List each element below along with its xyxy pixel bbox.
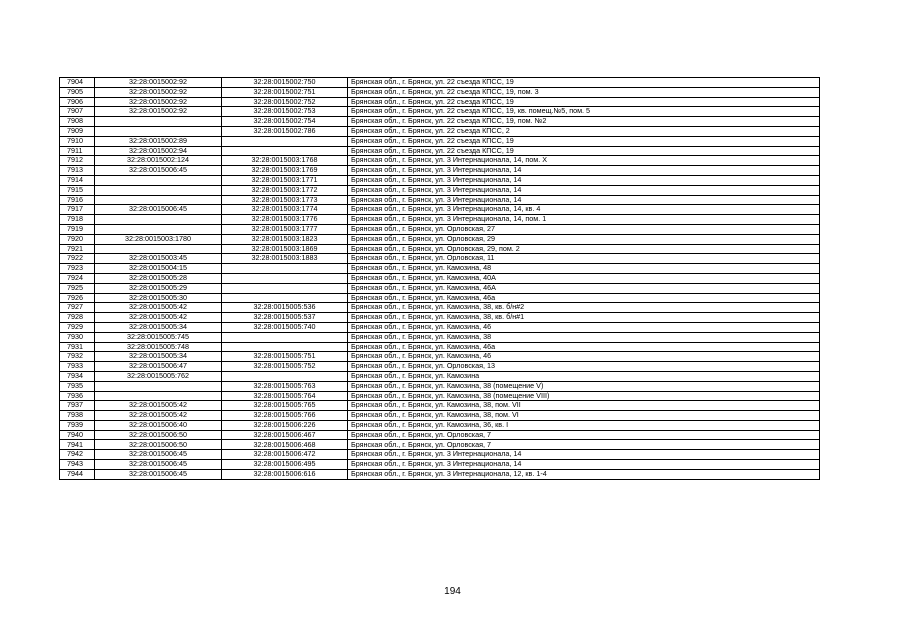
table-row [60,460,820,470]
object-cadastral-number-cell: 32:28:0015002:750 [222,78,348,88]
row-number-cell [60,283,95,293]
cadastral-number-cell: 32:28:0015005:29 [95,283,222,293]
cadastral-number-cell [95,215,222,225]
address-cell: Брянская обл., г. Брянск, ул. Камозина, 38, кв. б/н#2 [348,303,820,313]
row-number-cell [60,87,95,97]
cadastral-number-cell: 32:28:0015006:45 [95,205,222,215]
row-number-cell [60,322,95,332]
address-cell: Брянская обл., г. Брянск, ул. Камозина, 48 [348,264,820,274]
address-cell: Брянская обл., г. Брянск, ул. Камозина, 46а [348,342,820,352]
row-number: 7911 [67,146,83,155]
cadastral-number-cell [95,117,222,127]
table-row [60,136,820,146]
row-number: 7923 [67,263,83,273]
table-row [60,87,820,97]
page-number: 194 [444,586,461,597]
cadastral-number-cell: 32:28:0015002:92 [95,87,222,97]
table-row [60,264,820,274]
address-cell: Брянская обл., г. Брянск, ул. 3 Интернационала, 14 [348,166,820,176]
table-row [60,156,820,166]
object-cadastral-number-cell: 32:28:0015003:1768 [222,156,348,166]
object-cadastral-number-cell: 32:28:0015005:766 [222,411,348,421]
address-cell: Брянская обл., г. Брянск, ул. Камозина [348,371,820,381]
address-cell: Брянская обл., г. Брянск, ул. 3 Интернационала, 14, пом. 1 [348,215,820,225]
cadastral-number-cell: 32:28:0015006:45 [95,166,222,176]
cadastral-number-cell: 32:28:0015002:92 [95,97,222,107]
row-number: 7915 [67,185,83,194]
row-number: 7941 [67,439,83,449]
row-number-cell [60,332,95,342]
row-number: 7936 [67,391,83,400]
row-number-cell [60,215,95,225]
table-row [60,117,820,127]
row-number-cell [60,156,95,166]
table-row [60,166,820,176]
object-cadastral-number-cell [222,136,348,146]
address-cell: Брянская обл., г. Брянск, ул. Орловская, 7 [348,440,820,450]
cadastral-number-cell: 32:28:0015006:50 [95,440,222,450]
row-number-cell [60,420,95,430]
row-number-cell [60,430,95,440]
address-cell: Брянская обл., г. Брянск, ул. 22 съезда КПСС, 19, кв. помещ.№5, пом. 5 [348,107,820,117]
row-number: 7917 [67,204,83,214]
object-cadastral-number-cell: 32:28:0015005:536 [222,303,348,313]
row-number: 7929 [67,322,83,332]
row-number: 7932 [67,351,83,361]
row-number-cell [60,371,95,381]
cadastral-number-cell [95,381,222,391]
row-number-cell [60,254,95,264]
table-row [60,469,820,479]
cadastral-number-cell [95,391,222,401]
table-row [60,313,820,323]
row-number: 7919 [67,224,83,234]
table-row [60,362,820,372]
address-cell: Брянская обл., г. Брянск, ул. Камозина, 38, пом. VII [348,401,820,411]
cadastral-number-cell: 32:28:0015006:45 [95,450,222,460]
row-number-cell [60,450,95,460]
row-number: 7907 [67,106,83,116]
cadastral-number-cell: 32:28:0015004:15 [95,264,222,274]
object-cadastral-number-cell: 32:28:0015003:1771 [222,175,348,185]
object-cadastral-number-cell [222,332,348,342]
address-cell: Брянская обл., г. Брянск, ул. 22 съезда КПСС, 19 [348,146,820,156]
address-cell: Брянская обл., г. Брянск, ул. Камозина, 46А [348,283,820,293]
address-cell: Брянская обл., г. Брянск, ул. Камозина, 38 (помещение VIII) [348,391,820,401]
address-cell: Брянская обл., г. Брянск, ул. 3 Интернационала, 14, пом. X [348,156,820,166]
object-cadastral-number-cell: 32:28:0015006:467 [222,430,348,440]
table-row [60,234,820,244]
cadastral-number-cell: 32:28:0015005:34 [95,322,222,332]
object-cadastral-number-cell: 32:28:0015006:468 [222,440,348,450]
cadastral-number-cell: 32:28:0015002:94 [95,146,222,156]
table-row [60,391,820,401]
row-number: 7939 [67,420,83,429]
address-cell: Брянская обл., г. Брянск, ул. Камозина, 46 [348,322,820,332]
object-cadastral-number-cell: 32:28:0015003:1774 [222,205,348,215]
row-number: 7926 [67,293,83,302]
row-number: 7933 [67,361,83,371]
row-number-cell [60,313,95,323]
cadastral-number-cell: 32:28:0015002:124 [95,156,222,166]
row-number-cell [60,362,95,372]
table-row [60,195,820,205]
cadastral-number-cell: 32:28:0015006:50 [95,430,222,440]
row-number: 7904 [67,77,83,87]
object-cadastral-number-cell [222,264,348,274]
row-number-cell [60,195,95,205]
cadastral-number-cell [95,224,222,234]
table-row [60,450,820,460]
table-row [60,205,820,215]
object-cadastral-number-cell: 32:28:0015005:752 [222,362,348,372]
table-row [60,352,820,362]
table-row [60,420,820,430]
address-cell: Брянская обл., г. Брянск, ул. 3 Интернационала, 14, кв. 4 [348,205,820,215]
table-row [60,303,820,313]
row-number-cell [60,352,95,362]
cadastral-number-cell [95,175,222,185]
row-number: 7938 [67,410,83,420]
address-cell: Брянская обл., г. Брянск, ул. Орловская, 7 [348,430,820,440]
object-cadastral-number-cell: 32:28:0015003:1772 [222,185,348,195]
cadastral-number-cell: 32:28:0015005:42 [95,303,222,313]
cadastral-number-cell: 32:28:0015002:89 [95,136,222,146]
address-cell: Брянская обл., г. Брянск, ул. Камозина, 46 [348,352,820,362]
cadastral-number-cell: 32:28:0015005:28 [95,273,222,283]
address-cell: Брянская обл., г. Брянск, ул. Камозина, 40А [348,273,820,283]
address-cell: Брянская обл., г. Брянск, ул. Камозина, 38 (помещение V) [348,381,820,391]
cadastral-number-cell: 32:28:0015006:45 [95,469,222,479]
object-cadastral-number-cell: 32:28:0015003:1773 [222,195,348,205]
row-number: 7906 [67,97,83,106]
row-number: 7913 [67,165,83,175]
address-cell: Брянская обл., г. Брянск, ул. Орловская, 13 [348,362,820,372]
row-number: 7910 [67,136,83,145]
object-cadastral-number-cell: 32:28:0015003:1823 [222,234,348,244]
object-cadastral-number-cell: 32:28:0015005:765 [222,401,348,411]
cadastral-number-cell: 32:28:0015002:92 [95,107,222,117]
table-row [60,78,820,88]
table-row [60,126,820,136]
cadastral-number-cell: 32:28:0015005:745 [95,332,222,342]
object-cadastral-number-cell: 32:28:0015003:1777 [222,224,348,234]
object-cadastral-number-cell: 32:28:0015006:495 [222,460,348,470]
address-cell: Брянская обл., г. Брянск, ул. 22 съезда КПСС, 2 [348,126,820,136]
table-row [60,283,820,293]
row-number-cell [60,107,95,117]
object-cadastral-number-cell: 32:28:0015002:786 [222,126,348,136]
registry-table [59,77,820,480]
object-cadastral-number-cell: 32:28:0015003:1776 [222,215,348,225]
object-cadastral-number-cell: 32:28:0015005:740 [222,322,348,332]
address-cell: Брянская обл., г. Брянск, ул. Камозина, 38, кв. б/н#1 [348,313,820,323]
cadastral-number-cell: 32:28:0015003:45 [95,254,222,264]
table-row [60,146,820,156]
table-row [60,342,820,352]
address-cell: Брянская обл., г. Брянск, ул. 22 съезда КПСС, 19 [348,78,820,88]
row-number: 7912 [67,155,83,165]
cadastral-number-cell [95,195,222,205]
object-cadastral-number-cell: 32:28:0015002:751 [222,87,348,97]
row-number: 7920 [67,234,83,243]
row-number: 7931 [67,342,83,351]
object-cadastral-number-cell: 32:28:0015002:754 [222,117,348,127]
row-number-cell [60,117,95,127]
row-number-cell [60,146,95,156]
registry-table-body [60,78,820,480]
cadastral-number-cell [95,126,222,136]
table-row [60,371,820,381]
row-number: 7905 [67,87,83,96]
row-number-cell [60,97,95,107]
row-number: 7937 [67,400,83,410]
object-cadastral-number-cell: 32:28:0015005:537 [222,313,348,323]
row-number-cell [60,185,95,195]
row-number: 7927 [67,302,83,312]
row-number: 7942 [67,449,83,459]
row-number: 7909 [67,126,83,136]
table-row [60,322,820,332]
row-number: 7921 [67,244,83,253]
row-number-cell [60,460,95,470]
address-cell: Брянская обл., г. Брянск, ул. 3 Интернационала, 14 [348,195,820,205]
table-row [60,411,820,421]
row-number-cell [60,440,95,450]
row-number-cell [60,234,95,244]
table-row [60,215,820,225]
row-number-cell [60,342,95,352]
row-number-cell [60,293,95,303]
row-number: 7916 [67,195,83,204]
table-row [60,244,820,254]
table-row [60,97,820,107]
table-row [60,440,820,450]
object-cadastral-number-cell: 32:28:0015003:1869 [222,244,348,254]
object-cadastral-number-cell: 32:28:0015002:752 [222,97,348,107]
object-cadastral-number-cell: 32:28:0015006:472 [222,450,348,460]
row-number-cell [60,264,95,274]
row-number: 7943 [67,459,83,469]
row-number-cell [60,136,95,146]
address-cell: Брянская обл., г. Брянск, ул. Орловская, 11 [348,254,820,264]
address-cell: Брянская обл., г. Брянск, ул. 3 Интернационала, 14 [348,175,820,185]
object-cadastral-number-cell: 32:28:0015005:751 [222,352,348,362]
table-row [60,185,820,195]
address-cell: Брянская обл., г. Брянск, ул. 3 Интернационала, 14 [348,460,820,470]
table-row [60,381,820,391]
cadastral-number-cell: 32:28:0015006:40 [95,420,222,430]
row-number-cell [60,205,95,215]
table-row [60,293,820,303]
row-number: 7934 [67,371,83,380]
row-number-cell [60,78,95,88]
row-number: 7914 [67,175,83,185]
table-row [60,401,820,411]
row-number-cell [60,175,95,185]
table-row [60,107,820,117]
object-cadastral-number-cell [222,283,348,293]
cadastral-number-cell: 32:28:0015002:92 [95,78,222,88]
row-number: 7935 [67,381,83,390]
table-row [60,430,820,440]
address-cell: Брянская обл., г. Брянск, ул. 22 съезда КПСС, 19 [348,136,820,146]
row-number: 7922 [67,253,83,263]
row-number-cell [60,224,95,234]
address-cell: Брянская обл., г. Брянск, ул. 22 съезда КПСС, 19, пом. 3 [348,87,820,97]
cadastral-number-cell: 32:28:0015005:42 [95,313,222,323]
object-cadastral-number-cell: 32:28:0015003:1883 [222,254,348,264]
address-cell: Брянская обл., г. Брянск, ул. 22 съезда КПСС, 19, пом. №2 [348,117,820,127]
row-number: 7908 [67,116,83,126]
row-number: 7918 [67,214,83,224]
address-cell: Брянская обл., г. Брянск, ул. 3 Интернационала, 14 [348,450,820,460]
row-number: 7930 [67,332,83,341]
address-cell: Брянская обл., г. Брянск, ул. Орловская, 27 [348,224,820,234]
object-cadastral-number-cell: 32:28:0015003:1769 [222,166,348,176]
cadastral-number-cell [95,185,222,195]
address-cell: Брянская обл., г. Брянск, ул. Камозина, 38 [348,332,820,342]
address-cell: Брянская обл., г. Брянск, ул. 22 съезда КПСС, 19 [348,97,820,107]
object-cadastral-number-cell [222,371,348,381]
row-number-cell [60,244,95,254]
row-number-cell [60,126,95,136]
table-row [60,332,820,342]
object-cadastral-number-cell: 32:28:0015005:764 [222,391,348,401]
object-cadastral-number-cell [222,273,348,283]
table-row [60,273,820,283]
cadastral-number-cell: 32:28:0015006:47 [95,362,222,372]
row-number: 7925 [67,283,83,292]
address-cell: Брянская обл., г. Брянск, ул. Камозина, 38, пом. VI [348,411,820,421]
cadastral-number-cell: 32:28:0015005:30 [95,293,222,303]
table-row [60,224,820,234]
row-number: 7944 [67,469,83,478]
row-number-cell [60,401,95,411]
address-cell: Брянская обл., г. Брянск, ул. Орловская, 29, пом. 2 [348,244,820,254]
row-number-cell [60,469,95,479]
row-number-cell [60,381,95,391]
row-number-cell [60,166,95,176]
row-number-cell [60,303,95,313]
table-row [60,254,820,264]
cadastral-number-cell: 32:28:0015003:1780 [95,234,222,244]
object-cadastral-number-cell: 32:28:0015005:763 [222,381,348,391]
object-cadastral-number-cell [222,342,348,352]
cadastral-number-cell: 32:28:0015006:45 [95,460,222,470]
cadastral-number-cell: 32:28:0015005:34 [95,352,222,362]
row-number-cell [60,273,95,283]
address-cell: Брянская обл., г. Брянск, ул. Камозина, 36, кв. I [348,420,820,430]
table-row [60,175,820,185]
row-number-cell [60,411,95,421]
object-cadastral-number-cell: 32:28:0015002:753 [222,107,348,117]
row-number: 7928 [67,312,83,322]
row-number: 7924 [67,273,83,283]
cadastral-number-cell: 32:28:0015005:42 [95,401,222,411]
address-cell: Брянская обл., г. Брянск, ул. 3 Интернационала, 12, кв. 1-4 [348,469,820,479]
cadastral-number-cell: 32:28:0015005:748 [95,342,222,352]
address-cell: Брянская обл., г. Брянск, ул. 3 Интернационала, 14 [348,185,820,195]
row-number: 7940 [67,430,83,439]
object-cadastral-number-cell [222,293,348,303]
cadastral-number-cell: 32:28:0015005:42 [95,411,222,421]
cadastral-number-cell: 32:28:0015005:762 [95,371,222,381]
cadastral-number-cell [95,244,222,254]
object-cadastral-number-cell: 32:28:0015006:616 [222,469,348,479]
row-number-cell [60,391,95,401]
address-cell: Брянская обл., г. Брянск, ул. Орловская, 29 [348,234,820,244]
address-cell: Брянская обл., г. Брянск, ул. Камозина, 46а [348,293,820,303]
object-cadastral-number-cell: 32:28:0015006:226 [222,420,348,430]
object-cadastral-number-cell [222,146,348,156]
